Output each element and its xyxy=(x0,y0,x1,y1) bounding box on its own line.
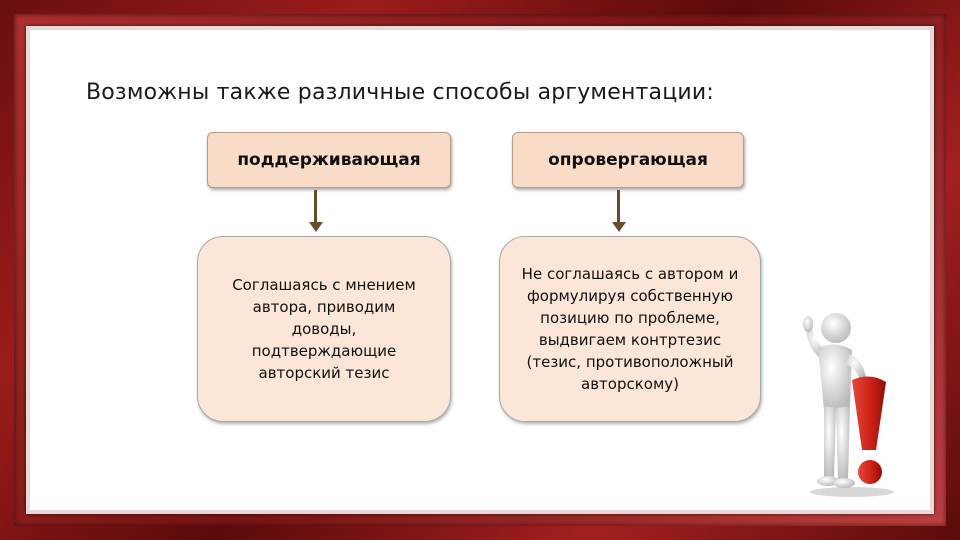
description-line: формулируя собственную xyxy=(526,287,734,305)
description-line: подтверждающие xyxy=(251,342,397,360)
description-line: Не соглашаясь с автором и xyxy=(521,265,739,283)
description-refuting xyxy=(499,236,761,422)
description-line: выдвигаем контртезис xyxy=(538,331,722,349)
description-line: Соглашаясь с мнением xyxy=(232,276,416,294)
heading-supporting xyxy=(207,132,451,188)
slide-title: Возможны также различные способы аргументации: xyxy=(85,80,715,105)
heading-refuting xyxy=(512,132,744,188)
description-line: авторский тезис xyxy=(258,364,390,382)
arrow-down-icon xyxy=(617,190,620,224)
arrow-down-icon xyxy=(309,222,323,232)
description-line: авторскому) xyxy=(581,375,679,393)
description-line: доводы, xyxy=(291,320,357,338)
description-line: позицию по проблеме, xyxy=(540,309,720,327)
arrow-down-icon xyxy=(314,190,317,224)
description-line: автора, приводим xyxy=(252,298,396,316)
heading-supporting-label: поддерживающая xyxy=(237,150,421,170)
arrow-down-icon xyxy=(612,222,626,232)
description-supporting xyxy=(197,236,451,422)
person-with-exclamation-icon xyxy=(790,300,902,500)
description-line: (тезис, противоположный xyxy=(526,353,734,371)
heading-refuting-label: опровергающая xyxy=(548,150,708,170)
